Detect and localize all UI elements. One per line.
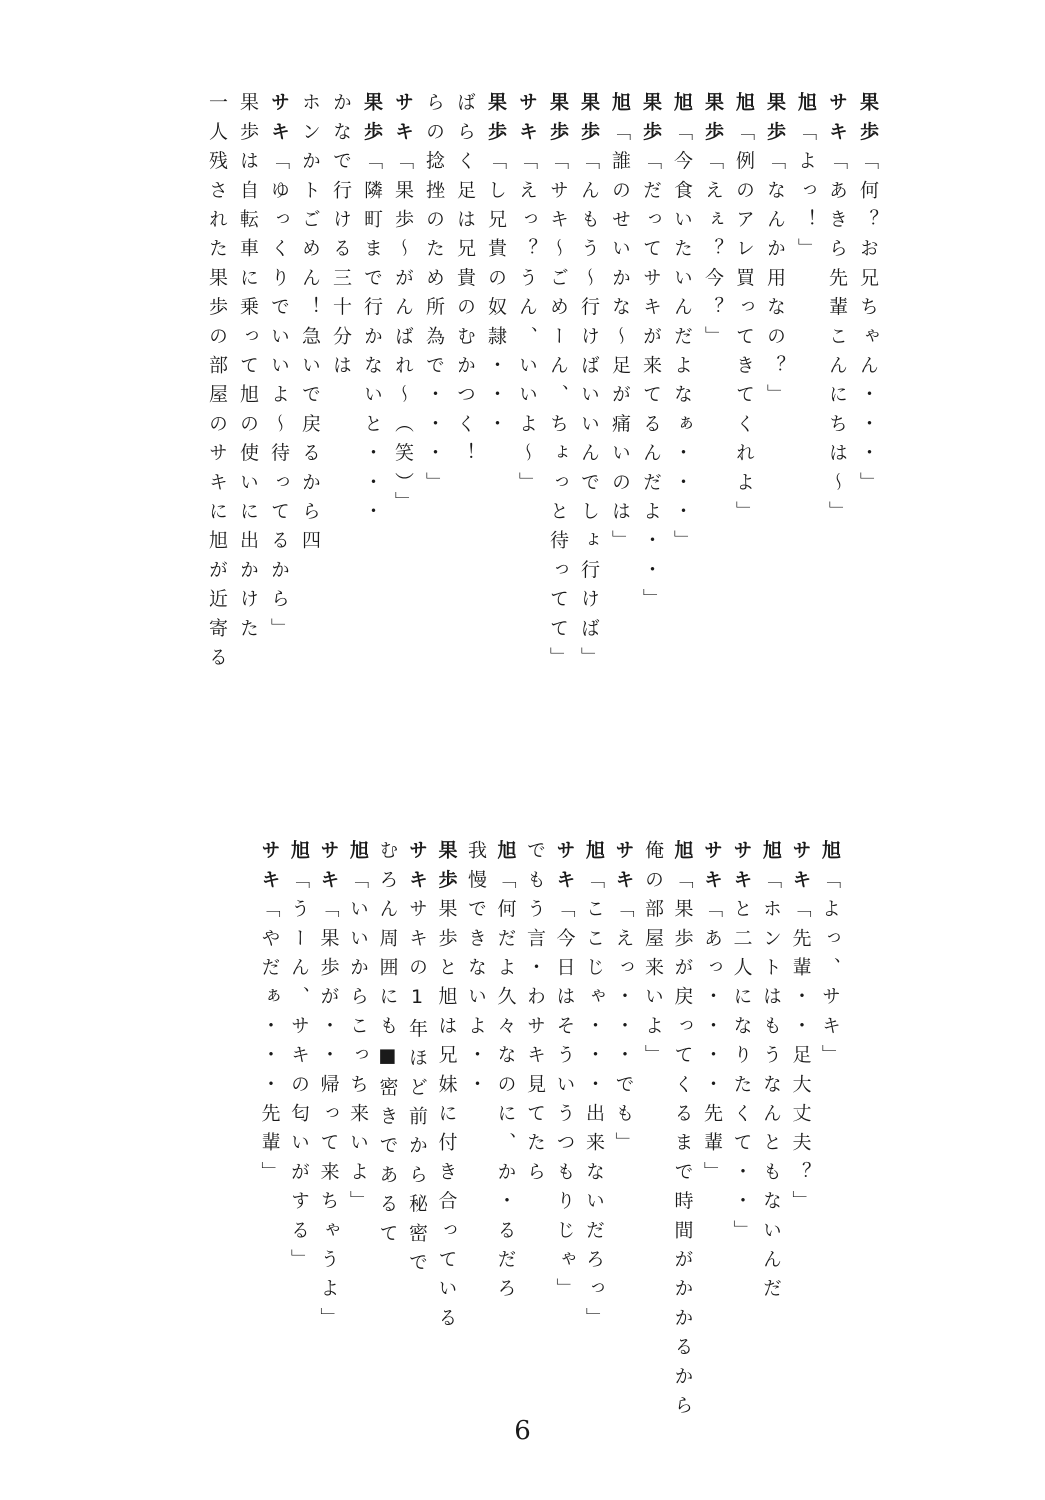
speaker-label: 旭 [733,92,755,122]
text-column [494,840,517,1307]
speaker-label: サキ [730,840,753,899]
text-column [360,92,383,530]
speaker-label: 果歩 [764,92,786,151]
speaker-label: 旭 [288,840,310,870]
text-column [236,92,259,647]
speaker-label: 果歩 [578,92,600,151]
speaker-label: サキ [406,840,428,899]
speaker-label: 果歩 [361,92,383,151]
speaker-label: 旭 [609,92,631,122]
text-column [794,92,817,267]
dialogue-line: 「果歩が・・帰って来ちゃうよ」 [317,898,340,1337]
text-column [267,92,290,647]
text-column [484,92,507,442]
speaker-label: 旭 [347,840,369,870]
dialogue-line: 「やだぁ・・・先輩」 [258,898,281,1191]
dialogue-line: むろん周囲にも■密きであるて [376,840,399,1252]
speaker-label: 旭 [819,840,841,870]
speaker-label: 旭 [795,92,817,122]
speaker-label: 旭 [583,840,605,870]
text-column [287,840,310,1278]
dialogue-line: サキの1年ほど前から秘密で [406,898,428,1282]
text-column [582,840,605,1336]
speaker-label: 旭 [671,92,693,122]
speaker-label: 果歩 [547,92,569,151]
speaker-label: 旭 [671,840,694,870]
text-column [298,92,321,559]
text-column [346,840,369,1220]
dialogue-line: 「ゆっくりでいいよ～待ってるから」 [268,150,290,647]
text-column [464,840,487,1103]
dialogue-line: 「ホントはもうなんともないんだ [760,869,782,1308]
text-column [329,92,352,384]
dialogue-line: 「し兄貴の奴隷・・・ [485,150,507,443]
text-column [515,92,538,501]
text-column [523,840,546,1190]
dialogue-line: 「よっ、サキ」 [819,869,841,1074]
speaker-label: サキ [268,92,290,151]
speaker-label: サキ [392,92,414,151]
dialogue-line: 我慢できないよ・・ [465,840,487,1103]
speaker-label: サキ [789,840,812,899]
dialogue-line: ホンかトごめん！急いで戻るから四 [299,92,321,560]
text-column [789,840,812,1220]
dialogue-line: かなで行ける三十分は [330,92,352,384]
speaker-label: サキ [516,92,538,151]
dialogue-line: 「今日はそういうつもりじゃ」 [553,898,576,1308]
speaker-label: サキ [612,840,635,899]
speaker-label: 旭 [494,840,517,870]
dialogue-line: 「何だよ久々なのに、か・るだろ [494,869,517,1308]
dialogue-line: 「えっ・・・でも」 [612,898,635,1162]
text-column [818,840,841,1074]
text-column [700,840,723,1190]
text-column [856,92,879,501]
dialogue-line: 「果歩～がんばれ～（笑）」 [392,150,414,521]
text-column [763,92,786,413]
dialogue-line: らの捻挫のため所為で・・・」 [423,92,445,501]
text-column [612,840,635,1161]
dialogue-line: 果歩は自転車に乗って旭の使いに出かけた [237,92,259,647]
speaker-label: サキ [701,840,723,899]
text-column [759,840,782,1307]
text-column [641,840,664,1074]
dialogue-line: 果歩と旭は兄妹に付き合っている [435,898,458,1337]
speaker-label: 果歩 [485,92,507,151]
dialogue-line: 俺の部屋来いよ」 [642,840,664,1074]
text-column [671,840,694,1424]
text-column [258,840,281,1190]
dialogue-line: と二人になりたくて・・」 [730,898,753,1249]
text-column [701,92,724,355]
speaker-label: 果歩 [435,840,458,899]
speaker-label: 果歩 [640,92,662,151]
dialogue-line: 「果歩が戻ってくるまで時間がかかるから [671,869,694,1425]
text-column [435,840,458,1336]
text-column [205,92,228,676]
dialogue-line: 「んもう～行けばいいんでしょ行けば」 [578,150,600,677]
dialogue-line: 「よっ！」 [795,121,817,268]
text-column [577,92,600,676]
speaker-label: サキ [258,840,281,899]
dialogue-line: 「今食いたいんだよなぁ・・・」 [671,121,693,560]
dialogue-line: 「サキ～ごめーん、ちょっと待ってて」 [547,150,569,677]
text-column [546,92,569,676]
text-column [422,92,445,501]
dialogue-line: 「ここじゃ・・・出来ないだろっ」 [583,869,605,1337]
text-column [670,92,693,559]
text-column [553,840,576,1307]
dialogue-line: 「うーん、サキの匂いがする」 [288,869,310,1279]
text-column [453,92,476,472]
dialogue-line: でもう言・わサキ見てたら [524,840,546,1191]
text-column [608,92,631,559]
page-number: 6 [514,1416,531,1446]
dialogue-line: 「誰のせいかな～足が痛いのは」 [609,121,631,560]
text-column [825,92,848,530]
text-column [376,840,399,1252]
text-column [639,92,662,618]
speaker-label: サキ [826,92,848,151]
dialogue-line: 「先輩・・足大丈夫？」 [789,898,812,1220]
dialogue-line: 「えぇ？今？」 [702,150,724,355]
speaker-label: サキ [553,840,576,899]
text-column [732,92,755,530]
dialogue-line: 「えっ？うん、いいよ～」 [516,150,538,501]
dialogue-line: 「だってサキが来てるんだよ・・」 [640,150,662,618]
text-column [317,840,340,1336]
dialogue-line: 「あっ・・・・先輩」 [701,898,723,1191]
dialogue-line: ばらく足は兄貴のむかつく！ [454,92,476,472]
dialogue-line: 「いいからこっち来いよ」 [347,869,369,1220]
dialogue-line: 一人残された果歩の部屋のサキに旭が近寄る [206,92,228,676]
speaker-label: 果歩 [702,92,724,151]
dialogue-line: 「なんか用なの？」 [764,150,786,414]
dialogue-line: 「何？お兄ちゃん・・・」 [857,150,879,501]
speaker-label: 果歩 [857,92,879,151]
text-column [405,840,428,1281]
dialogue-line: 「例のアレ買ってきてくれよ」 [733,121,755,531]
dialogue-line: 「隣町まで行かないと・・・ [361,150,383,531]
dialogue-line: 「あきら先輩こんにちは～」 [826,150,848,531]
text-column [391,92,414,521]
speaker-label: サキ [317,840,340,899]
text-column [730,840,753,1249]
speaker-label: 旭 [760,840,782,870]
